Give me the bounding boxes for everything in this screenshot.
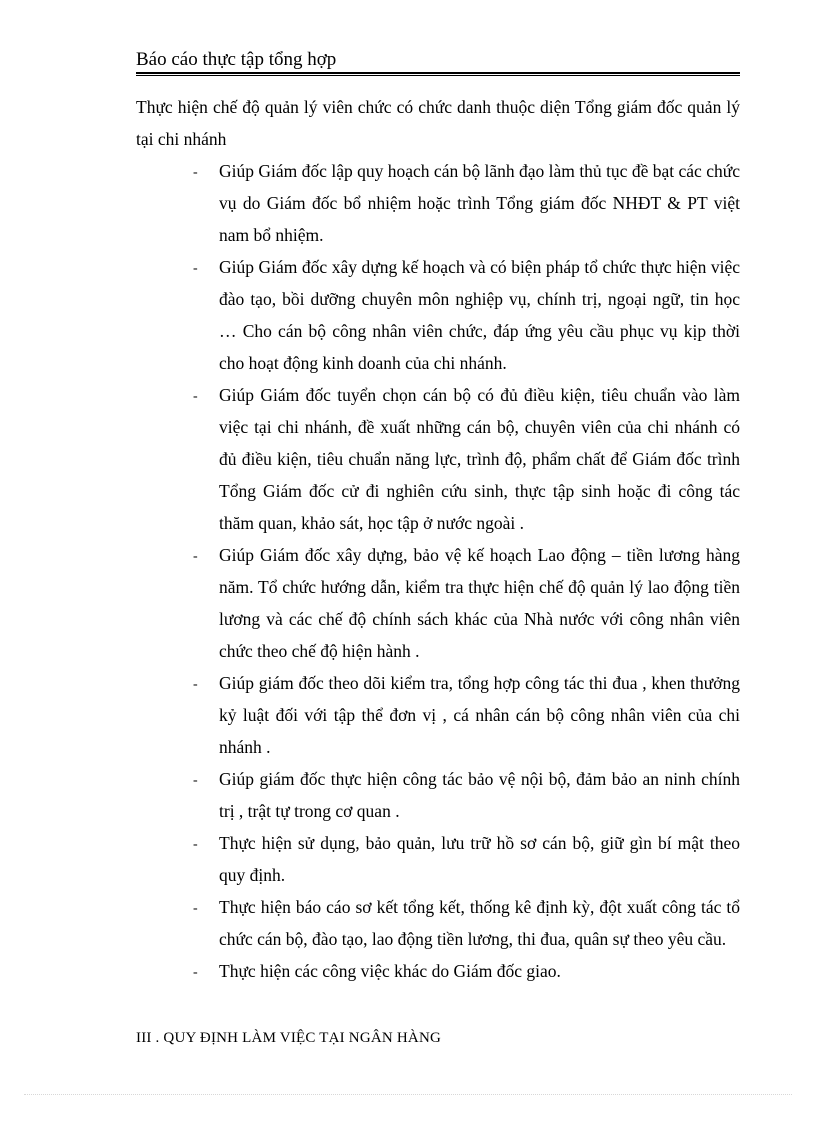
- list-item-text: Giúp Giám đốc lập quy hoạch cán bộ lãnh đạo làm thủ tục đề bạt các chức vụ do Giám đốc bổ nhiệm hoặc trình Tổng giám đốc NHĐT & PT việt nam bổ nhiệm.: [219, 161, 740, 245]
- bullet-dash: -: [193, 677, 198, 692]
- list-item: [193, 251, 740, 379]
- list-item-text: Giúp giám đốc thực hiện công tác bảo vệ nội bộ, đảm bảo an ninh chính trị , trật tự trong cơ quan .: [219, 769, 740, 821]
- page-bottom-divider: [24, 1094, 792, 1095]
- list-item: [193, 379, 740, 539]
- duties-list: [193, 155, 740, 987]
- list-item-text: Thực hiện báo cáo sơ kết tổng kết, thống kê định kỳ, đột xuất công tác tổ chức cán bộ, đào tạo, lao động tiền lương, thi đua, quân sự theo yêu cầu.: [219, 897, 740, 949]
- list-item-text: Giúp Giám đốc xây dựng kế hoạch và có biện pháp tổ chức thực hiện việc đào tạo, bồi dưỡng chuyên môn nghiệp vụ, chính trị, ngoại ngữ, tin học … Cho cán bộ công nhân viên chức, đáp ứng yêu cầu phục vụ kịp thời cho hoạt động kinh doanh của chi nhánh.: [219, 257, 740, 373]
- list-item: [193, 955, 740, 987]
- bullet-dash: -: [193, 965, 198, 980]
- bullet-dash: -: [193, 901, 198, 916]
- list-item: [193, 891, 740, 955]
- list-item-text: Giúp Giám đốc tuyển chọn cán bộ có đủ điều kiện, tiêu chuẩn vào làm việc tại chi nhánh, đề xuất những cán bộ, chuyên viên của chi nhánh có đủ điều kiện, tiêu chuẩn năng lực, trình độ, phẩm chất để Giám đốc trình Tổng Giám đốc cử đi nghiên cứu sinh, thực tập sinh hoặc đi công tác thăm quan, khảo sát, học tập ở nước ngoài .: [219, 385, 740, 533]
- list-item-text: Thực hiện các công việc khác do Giám đốc giao.: [219, 961, 561, 981]
- list-item: [193, 827, 740, 891]
- list-item: [193, 763, 740, 827]
- section-heading: III . QUY ĐỊNH LÀM VIỆC TẠI NGÂN HÀNG: [136, 1030, 442, 1046]
- list-item-text: Giúp Giám đốc xây dựng, bảo vệ kế hoạch Lao động – tiền lương hàng năm. Tổ chức hướng dẫn, kiểm tra thực hiện chế độ quản lý lao động tiền lương và các chế độ chính sách khác của Nhà nước với công nhân viên chức theo chế độ hiện hành .: [219, 545, 740, 661]
- list-item-text: Thực hiện sử dụng, bảo quản, lưu trữ hồ sơ cán bộ, giữ gìn bí mật theo quy định.: [219, 833, 740, 885]
- list-item: [193, 539, 740, 667]
- intro-paragraph: Thực hiện chế độ quản lý viên chức có chức danh thuộc diện Tổng giám đốc quản lý tại chi nhánh: [136, 97, 740, 149]
- bullet-dash: -: [193, 837, 198, 852]
- page-header: [136, 48, 740, 76]
- list-item: [193, 155, 740, 251]
- header-rule-thin: [136, 75, 740, 76]
- bullet-dash: -: [193, 773, 198, 788]
- list-item-text: Giúp giám đốc theo dõi kiểm tra, tổng hợp công tác thi đua , khen thưởng kỷ luật đối với tập thể đơn vị , cá nhân cán bộ công nhân viên của chi nhánh .: [219, 673, 740, 757]
- bullet-dash: -: [193, 165, 198, 180]
- bullet-dash: -: [193, 389, 198, 404]
- bullet-dash: -: [193, 261, 198, 276]
- list-item: [193, 667, 740, 763]
- header-rule: [136, 72, 740, 74]
- header-title: Báo cáo thực tập tổng hợp: [136, 49, 337, 70]
- bullet-dash: -: [193, 549, 198, 564]
